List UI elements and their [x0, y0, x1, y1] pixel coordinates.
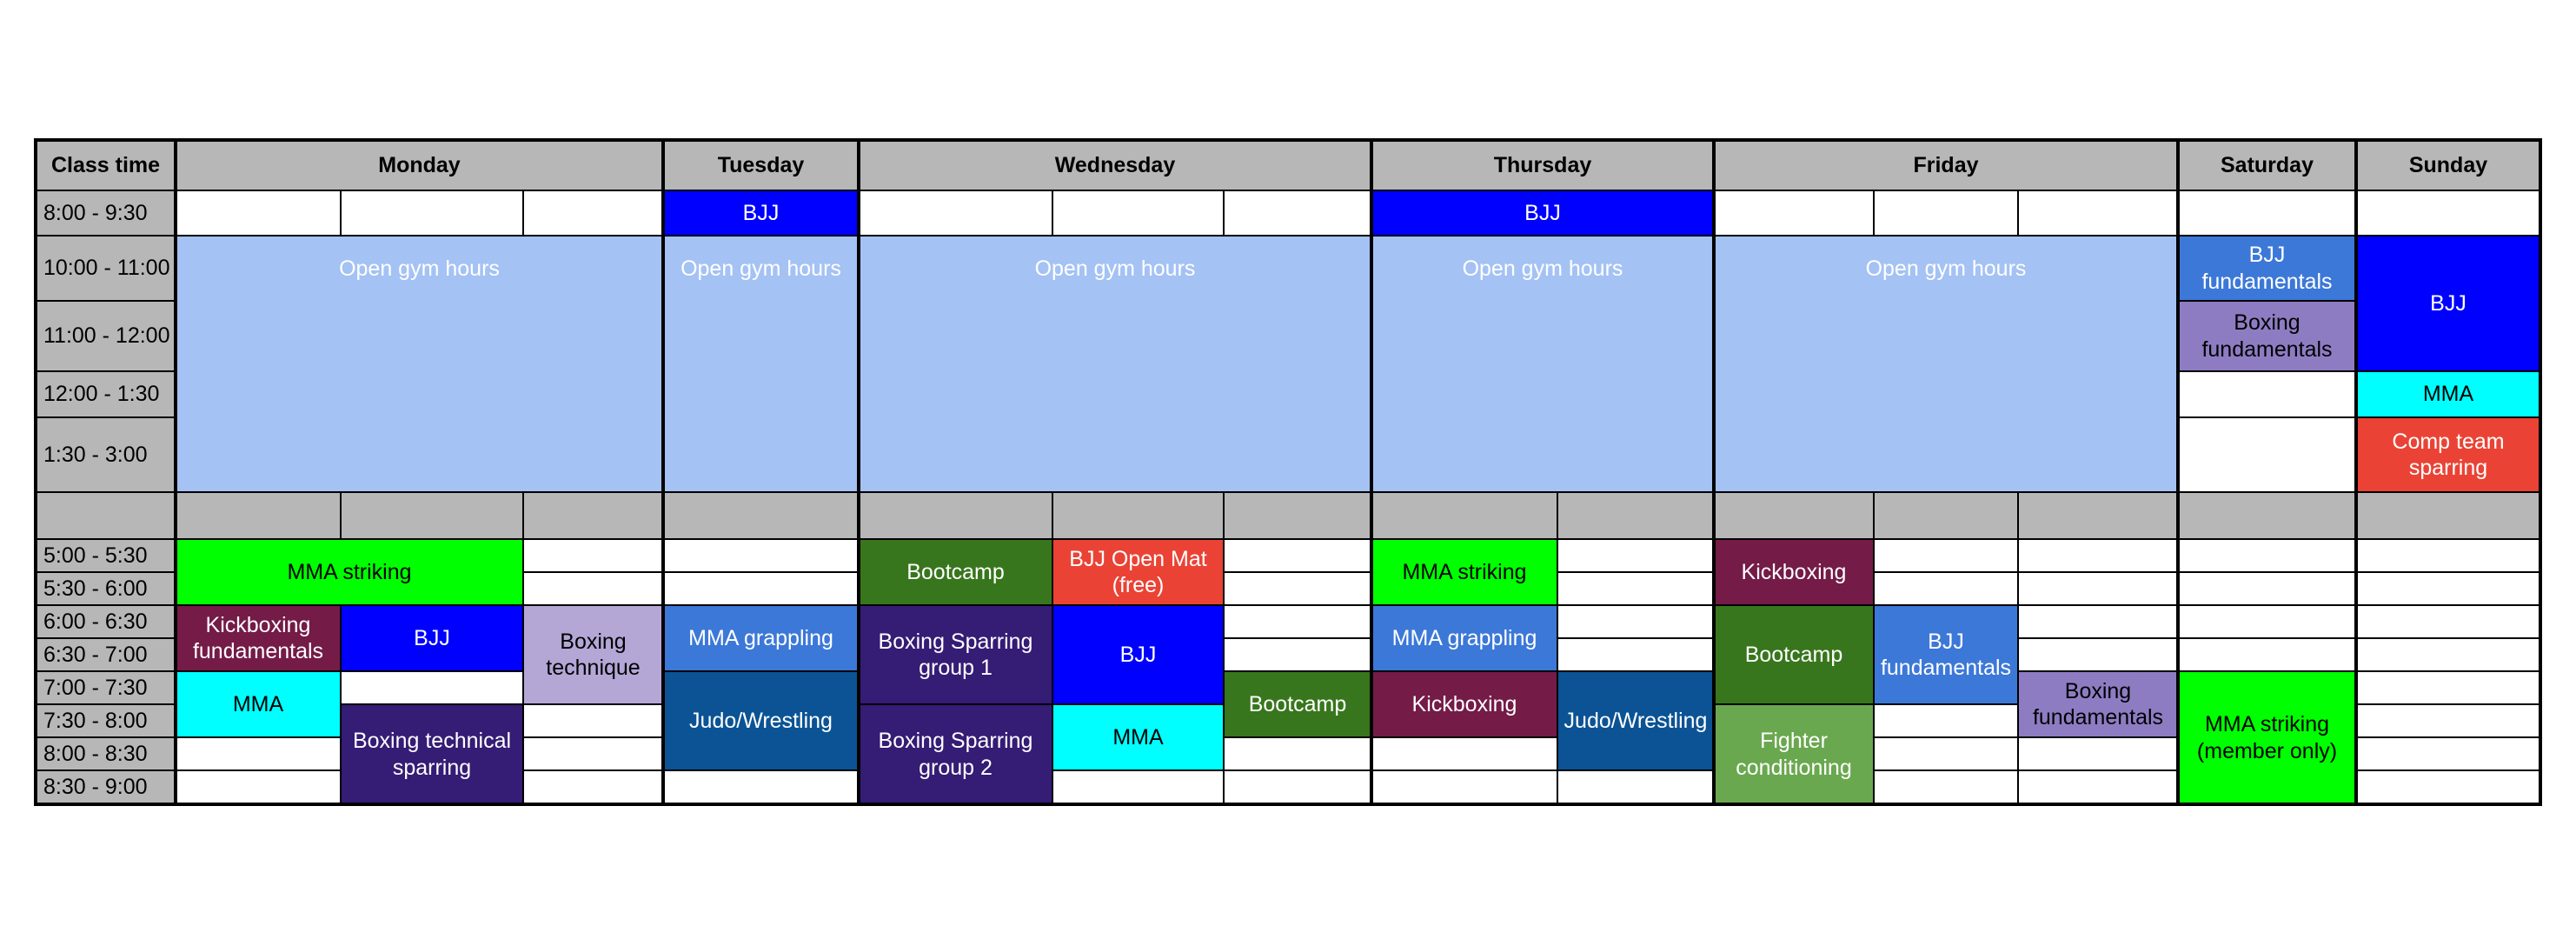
table-border — [661, 138, 665, 806]
empty-cell — [1224, 770, 1371, 804]
empty-cell — [1224, 638, 1371, 671]
class-block-friday-boxing-fundamentals: Boxing fundamentals — [2018, 671, 2178, 737]
empty-cell — [2018, 572, 2178, 605]
empty-cell — [1224, 539, 1371, 572]
empty-cell — [1224, 737, 1371, 770]
empty-cell — [2356, 539, 2540, 572]
empty-cell — [1557, 605, 1714, 638]
class-block-wednesday-boxing-sparring-group-1: Boxing Sparring group 1 — [859, 605, 1052, 704]
time-slot-label: 7:30 - 8:00 — [36, 704, 176, 737]
empty-cell — [1874, 190, 2018, 236]
empty-cell — [2018, 539, 2178, 572]
empty-cell — [176, 190, 341, 236]
empty-cell — [2356, 671, 2540, 704]
empty-cell — [2018, 492, 2178, 539]
day-header-tuesday: Tuesday — [663, 140, 859, 190]
class-block-friday-open-gym: Open gym hours — [1714, 236, 2178, 492]
time-slot-label: 8:00 - 8:30 — [36, 737, 176, 770]
empty-cell — [341, 671, 523, 704]
empty-cell — [176, 737, 341, 770]
class-block-wednesday-bootcamp-late: Bootcamp — [1224, 671, 1371, 737]
empty-cell — [1224, 492, 1371, 539]
empty-cell — [859, 190, 1052, 236]
empty-cell — [663, 539, 859, 572]
empty-cell — [523, 737, 663, 770]
empty-cell — [2018, 770, 2178, 804]
class-block-wednesday-bjj-open-mat: BJJ Open Mat (free) — [1052, 539, 1224, 605]
empty-cell — [2018, 605, 2178, 638]
empty-cell — [1874, 770, 2018, 804]
class-block-monday-kickboxing-fundamentals: Kickboxing fundamentals — [176, 605, 341, 671]
time-slot-label: 5:00 - 5:30 — [36, 539, 176, 572]
time-slot-label: 6:30 - 7:00 — [36, 638, 176, 671]
class-block-tuesday-mma-grappling: MMA grappling — [663, 605, 859, 671]
empty-cell — [2178, 638, 2356, 671]
empty-cell — [1224, 190, 1371, 236]
empty-cell — [1714, 492, 1874, 539]
empty-cell — [523, 704, 663, 737]
empty-cell — [1557, 572, 1714, 605]
class-block-wednesday-boxing-sparring-group-2: Boxing Sparring group 2 — [859, 704, 1052, 804]
class-block-friday-fighter-conditioning: Fighter conditioning — [1714, 704, 1874, 804]
class-block-monday-boxing-technique: Boxing technique — [523, 605, 663, 704]
empty-cell — [1874, 572, 2018, 605]
empty-cell — [1874, 539, 2018, 572]
empty-cell — [341, 190, 523, 236]
time-slot-label: 7:00 - 7:30 — [36, 671, 176, 704]
class-block-sunday-bjj: BJJ — [2356, 236, 2540, 371]
empty-cell — [2356, 492, 2540, 539]
day-header-saturday: Saturday — [2178, 140, 2356, 190]
empty-cell — [1557, 638, 1714, 671]
class-block-monday-bjj: BJJ — [341, 605, 523, 671]
class-block-wednesday-mma: MMA — [1052, 704, 1224, 770]
empty-cell — [2178, 572, 2356, 605]
day-header-thursday: Thursday — [1371, 140, 1714, 190]
table-border — [1712, 138, 1716, 806]
class-block-saturday-boxing-fundamentals: Boxing fundamentals — [2178, 301, 2356, 371]
time-slot-label: 5:30 - 6:00 — [36, 572, 176, 605]
table-border — [2176, 138, 2180, 806]
class-block-friday-bjj-fundamentals: BJJ fundamentals — [1874, 605, 2018, 704]
table-border — [34, 138, 2542, 142]
class-block-saturday-mma-striking: MMA striking (member only) — [2178, 671, 2356, 804]
class-block-monday-boxing-technical-sparring: Boxing technical sparring — [341, 704, 523, 804]
class-block-sunday-comp-team-sparring: Comp team sparring — [2356, 417, 2540, 492]
empty-cell — [523, 492, 663, 539]
class-block-monday-mma-striking: MMA striking — [176, 539, 523, 605]
time-slot-label: 12:00 - 1:30 — [36, 371, 176, 417]
class-block-thursday-mma-grappling: MMA grappling — [1371, 605, 1557, 671]
empty-cell — [1371, 770, 1557, 804]
class-block-thursday-mma-striking: MMA striking — [1371, 539, 1557, 605]
empty-cell — [2018, 737, 2178, 770]
table-border — [1370, 138, 1373, 806]
class-block-sunday-mma: MMA — [2356, 371, 2540, 417]
day-header-class-time: Class time — [36, 140, 176, 190]
empty-cell — [663, 770, 859, 804]
class-block-wednesday-bootcamp: Bootcamp — [859, 539, 1052, 605]
empty-cell — [176, 492, 341, 539]
empty-cell — [1052, 190, 1224, 236]
empty-cell — [2356, 605, 2540, 638]
empty-cell — [2178, 539, 2356, 572]
empty-cell — [1557, 770, 1714, 804]
empty-cell — [2356, 737, 2540, 770]
table-border — [34, 803, 2542, 806]
empty-cell — [2178, 492, 2356, 539]
class-block-tuesday-open-gym: Open gym hours — [663, 236, 859, 492]
day-header-monday: Monday — [176, 140, 663, 190]
table-border — [2354, 138, 2358, 806]
empty-cell — [1874, 737, 2018, 770]
empty-cell — [2178, 417, 2356, 492]
day-header-sunday: Sunday — [2356, 140, 2540, 190]
empty-cell — [663, 492, 859, 539]
class-block-saturday-bjj-fundamentals: BJJ fundamentals — [2178, 236, 2356, 301]
empty-cell — [2178, 190, 2356, 236]
class-block-tuesday-bjj: BJJ — [663, 190, 859, 236]
empty-cell — [341, 492, 523, 539]
time-slot-label — [36, 492, 176, 539]
empty-cell — [1874, 704, 2018, 737]
empty-cell — [1557, 539, 1714, 572]
table-border — [174, 138, 177, 806]
class-block-wednesday-bjj: BJJ — [1052, 605, 1224, 704]
empty-cell — [2356, 190, 2540, 236]
empty-cell — [1371, 737, 1557, 770]
class-block-friday-kickboxing: Kickboxing — [1714, 539, 1874, 605]
table-border — [2539, 138, 2542, 806]
class-block-thursday-judo-wrestling: Judo/Wrestling — [1557, 671, 1714, 770]
class-block-thursday-kickboxing: Kickboxing — [1371, 671, 1557, 737]
empty-cell — [2356, 638, 2540, 671]
time-slot-label: 8:00 - 9:30 — [36, 190, 176, 236]
empty-cell — [176, 770, 341, 804]
empty-cell — [1052, 492, 1224, 539]
time-slot-label: 6:00 - 6:30 — [36, 605, 176, 638]
empty-cell — [523, 190, 663, 236]
table-border — [34, 138, 37, 806]
empty-cell — [1874, 492, 2018, 539]
day-header-friday: Friday — [1714, 140, 2178, 190]
empty-cell — [2018, 638, 2178, 671]
class-block-thursday-bjj: BJJ — [1371, 190, 1714, 236]
day-header-wednesday: Wednesday — [859, 140, 1371, 190]
empty-cell — [2356, 770, 2540, 804]
empty-cell — [2018, 190, 2178, 236]
empty-cell — [523, 770, 663, 804]
class-block-friday-bootcamp: Bootcamp — [1714, 605, 1874, 704]
empty-cell — [2178, 371, 2356, 417]
table-border — [857, 138, 860, 806]
empty-cell — [1557, 492, 1714, 539]
time-slot-label: 8:30 - 9:00 — [36, 770, 176, 804]
class-block-wednesday-open-gym: Open gym hours — [859, 236, 1371, 492]
class-block-thursday-open-gym: Open gym hours — [1371, 236, 1714, 492]
time-slot-label: 1:30 - 3:00 — [36, 417, 176, 492]
class-block-tuesday-judo-wrestling: Judo/Wrestling — [663, 671, 859, 770]
class-block-monday-mma: MMA — [176, 671, 341, 737]
time-slot-label: 11:00 - 12:00 — [36, 301, 176, 371]
class-block-monday-open-gym: Open gym hours — [176, 236, 663, 492]
empty-cell — [1714, 190, 1874, 236]
empty-cell — [1371, 492, 1557, 539]
empty-cell — [2356, 704, 2540, 737]
empty-cell — [859, 492, 1052, 539]
empty-cell — [1052, 770, 1224, 804]
empty-cell — [1224, 605, 1371, 638]
empty-cell — [523, 539, 663, 572]
empty-cell — [1224, 572, 1371, 605]
time-slot-label: 10:00 - 11:00 — [36, 236, 176, 301]
empty-cell — [2178, 605, 2356, 638]
empty-cell — [2356, 572, 2540, 605]
empty-cell — [523, 572, 663, 605]
empty-cell — [663, 572, 859, 605]
